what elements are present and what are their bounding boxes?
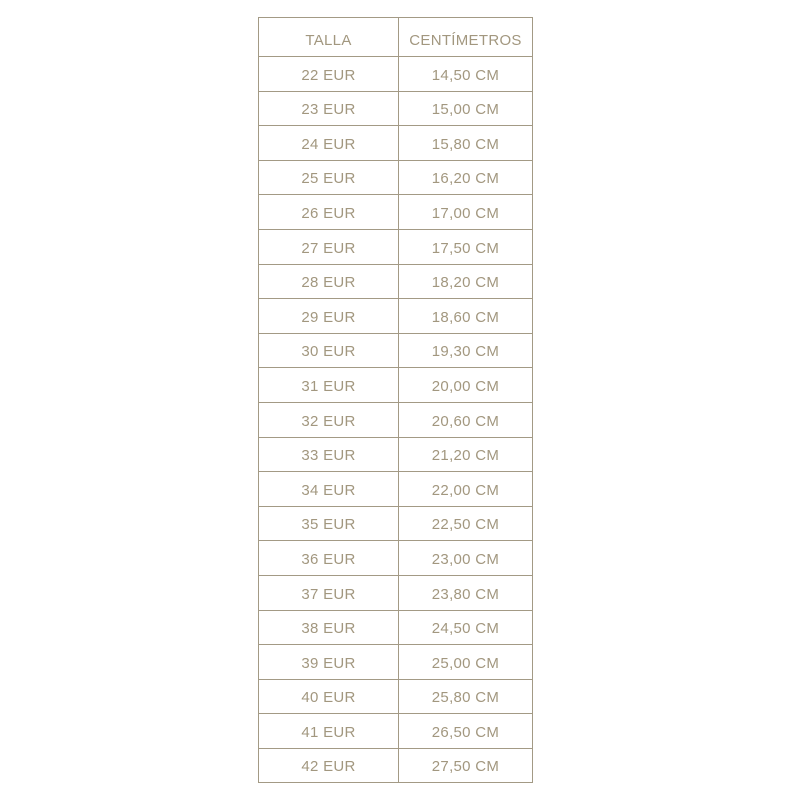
cell-centimetros: 20,00 CM: [399, 368, 533, 403]
cell-talla: 26 EUR: [259, 195, 399, 230]
table-row: [259, 714, 533, 749]
table-row: [259, 57, 533, 92]
cell-centimetros: 15,80 CM: [399, 126, 533, 161]
table-row: [259, 506, 533, 541]
table-row: [259, 645, 533, 680]
cell-centimetros: 17,00 CM: [399, 195, 533, 230]
cell-centimetros: 16,20 CM: [399, 160, 533, 195]
cell-talla: 28 EUR: [259, 264, 399, 299]
table-row: [259, 368, 533, 403]
cell-talla: 35 EUR: [259, 506, 399, 541]
cell-centimetros: 22,50 CM: [399, 506, 533, 541]
cell-talla: 41 EUR: [259, 714, 399, 749]
cell-centimetros: 22,00 CM: [399, 472, 533, 507]
cell-centimetros: 14,50 CM: [399, 57, 533, 92]
header-row: [259, 18, 533, 57]
table-row: [259, 229, 533, 264]
cell-talla: 32 EUR: [259, 402, 399, 437]
cell-centimetros: 26,50 CM: [399, 714, 533, 749]
cell-talla: 36 EUR: [259, 541, 399, 576]
cell-talla: 31 EUR: [259, 368, 399, 403]
size-conversion-table: [258, 17, 533, 783]
cell-talla: 38 EUR: [259, 610, 399, 645]
table-row: [259, 91, 533, 126]
cell-talla: 25 EUR: [259, 160, 399, 195]
cell-centimetros: 19,30 CM: [399, 333, 533, 368]
cell-talla: 30 EUR: [259, 333, 399, 368]
table-row: [259, 160, 533, 195]
cell-talla: 24 EUR: [259, 126, 399, 161]
cell-centimetros: 21,20 CM: [399, 437, 533, 472]
cell-centimetros: 18,20 CM: [399, 264, 533, 299]
table-row: [259, 437, 533, 472]
cell-centimetros: 27,50 CM: [399, 748, 533, 783]
table-row: [259, 610, 533, 645]
table-body: [259, 57, 533, 783]
table-row: [259, 472, 533, 507]
cell-talla: 23 EUR: [259, 91, 399, 126]
cell-centimetros: 23,00 CM: [399, 541, 533, 576]
cell-centimetros: 15,00 CM: [399, 91, 533, 126]
table-row: [259, 195, 533, 230]
table-row: [259, 541, 533, 576]
cell-talla: 40 EUR: [259, 679, 399, 714]
table-row: [259, 299, 533, 334]
table-row: [259, 748, 533, 783]
cell-talla: 37 EUR: [259, 575, 399, 610]
table-row: [259, 264, 533, 299]
column-header-centimetros: CENTÍMETROS: [399, 18, 533, 57]
cell-centimetros: 23,80 CM: [399, 575, 533, 610]
cell-centimetros: 24,50 CM: [399, 610, 533, 645]
table-row: [259, 126, 533, 161]
cell-centimetros: 17,50 CM: [399, 229, 533, 264]
cell-talla: 29 EUR: [259, 299, 399, 334]
cell-centimetros: 25,00 CM: [399, 645, 533, 680]
cell-talla: 33 EUR: [259, 437, 399, 472]
column-header-talla: TALLA: [259, 18, 399, 57]
cell-centimetros: 20,60 CM: [399, 402, 533, 437]
table-header: [259, 18, 533, 57]
table-row: [259, 575, 533, 610]
cell-centimetros: 18,60 CM: [399, 299, 533, 334]
cell-centimetros: 25,80 CM: [399, 679, 533, 714]
table-row: [259, 333, 533, 368]
table-row: [259, 402, 533, 437]
cell-talla: 22 EUR: [259, 57, 399, 92]
cell-talla: 27 EUR: [259, 229, 399, 264]
cell-talla: 42 EUR: [259, 748, 399, 783]
table-row: [259, 679, 533, 714]
cell-talla: 39 EUR: [259, 645, 399, 680]
cell-talla: 34 EUR: [259, 472, 399, 507]
